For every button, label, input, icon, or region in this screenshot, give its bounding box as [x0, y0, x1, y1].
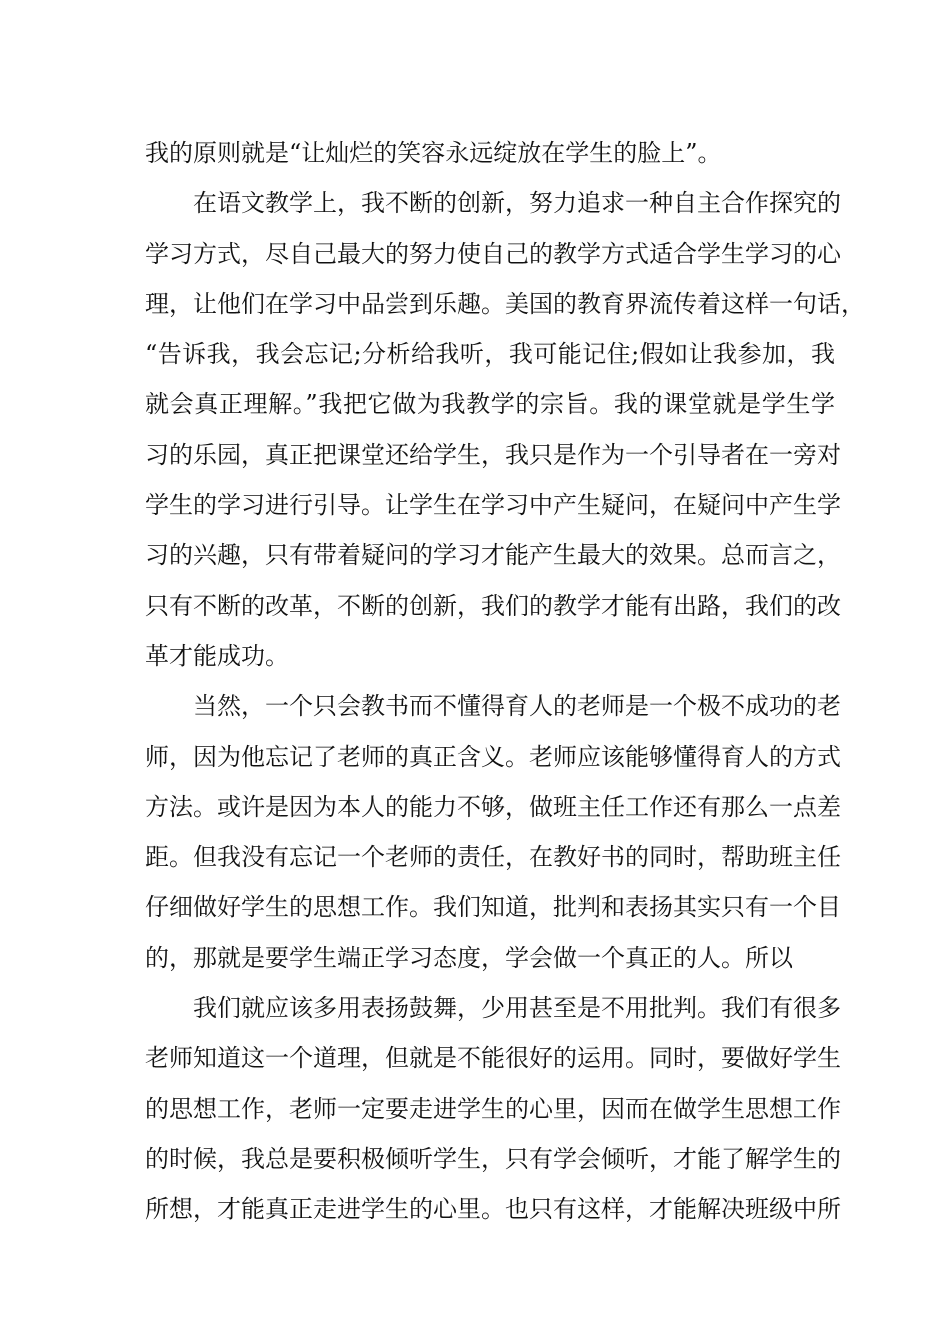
paragraph-line: 所想，才能真正走进学生的心里。也只有这样，才能解决班级中所: [145, 1195, 841, 1224]
paragraph-line: 革才能成功。: [145, 641, 289, 670]
paragraph-line: 理，让他们在学习中品尝到乐趣。美国的教育界流传着这样一句话，: [145, 289, 865, 318]
paragraph-line: 当然，一个只会教书而不懂得育人的老师是一个极不成功的老: [193, 692, 841, 721]
paragraph-line: 的思想工作，老师一定要走进学生的心里，因而在做学生思想工作: [145, 1094, 841, 1123]
paragraph-line: 老师知道这一个道理，但就是不能很好的运用。同时，要做好学生: [145, 1044, 841, 1073]
paragraph-line: 的时候，我总是要积极倾听学生，只有学会倾听，才能了解学生的: [145, 1144, 841, 1173]
paragraph-line: 习的乐园，真正把课堂还给学生，我只是作为一个引导者在一旁对: [145, 440, 841, 469]
document-body: [145, 128, 865, 1235]
paragraph-line: 距。但我没有忘记一个老师的责任，在教好书的同时，帮助班主任: [145, 843, 841, 872]
paragraph-line: 学习方式，尽自己最大的努力使自己的教学方式适合学生学习的心: [145, 239, 841, 268]
paragraph-line: 习的兴趣，只有带着疑问的学习才能产生最大的效果。总而言之，: [145, 541, 841, 570]
paragraph-line: 在语文教学上，我不断的创新，努力追求一种自主合作探究的: [193, 189, 841, 218]
paragraph-line: 就会真正理解。”我把它做为我教学的宗旨。我的课堂就是学生学: [145, 390, 835, 419]
paragraph-line: 只有不断的改革，不断的创新，我们的教学才能有出路，我们的改: [145, 591, 841, 620]
paragraph-line: 的，那就是要学生端正学习态度，学会做一个真正的人。所以: [145, 943, 793, 972]
paragraph-line: 我们就应该多用表扬鼓舞，少用甚至是不用批判。我们有很多: [193, 994, 841, 1023]
paragraph-line: 仔细做好学生的思想工作。我们知道，批判和表扬其实只有一个目: [145, 893, 841, 922]
paragraph-line: “告诉我，我会忘记;分析给我听，我可能记住;假如让我参加，我: [145, 340, 835, 369]
paragraph-line: 方法。或许是因为本人的能力不够，做班主任工作还有那么一点差: [145, 792, 841, 821]
paragraph-line: 学生的学习进行引导。让学生在学习中产生疑问，在疑问中产生学: [145, 491, 841, 520]
paragraph-line: 我的原则就是“让灿烂的笑容永远绽放在学生的脸上”。: [145, 139, 722, 167]
paragraph-line: 师，因为他忘记了老师的真正含义。老师应该能够懂得育人的方式: [145, 742, 841, 771]
